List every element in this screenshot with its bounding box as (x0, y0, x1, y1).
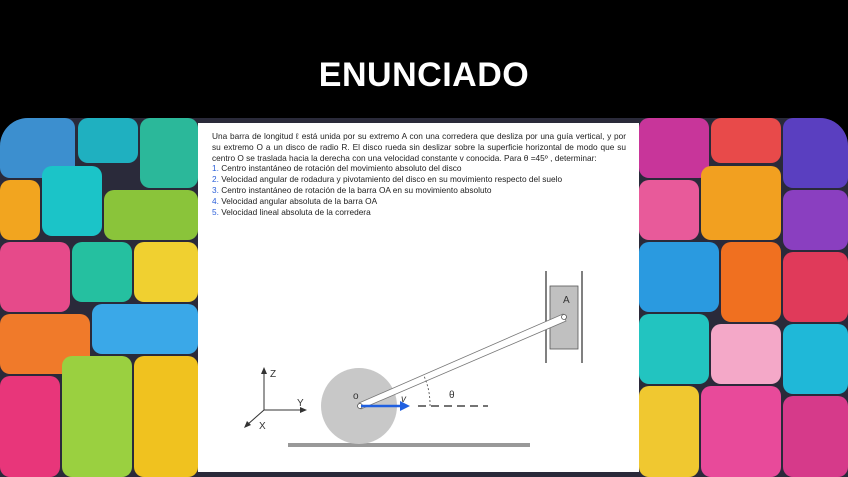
question-text: Velocidad angular de rodadura y pivotamiento del disco en su movimiento respecto del suelo (221, 174, 563, 185)
label-axis-y: Y (297, 398, 304, 409)
question-number: 3. (212, 184, 219, 195)
label-o: o (353, 391, 359, 402)
slide-title: ENUNCIADO (318, 56, 530, 94)
question-number: 2. (212, 174, 219, 185)
question-number: 1. (212, 163, 219, 174)
label-v: v (401, 394, 406, 405)
question-text: Centro instantáneo de rotación de la barra OA en su movimiento absoluto (221, 184, 492, 195)
pin-a (562, 315, 567, 320)
question-text: Velocidad lineal absoluta de la corredera (221, 206, 371, 217)
question-text: Velocidad angular absoluta de la barra OA (221, 195, 378, 206)
axis-z-arrowhead (261, 367, 267, 374)
label-axis-z: Z (270, 369, 277, 380)
problem-slide (198, 123, 639, 472)
question-number: 4. (212, 195, 219, 206)
mechanism-diagram (198, 123, 639, 472)
label-a: A (563, 295, 570, 306)
label-theta: θ (449, 390, 455, 401)
label-axis-x: X (259, 421, 266, 432)
bar-oa (359, 314, 566, 409)
problem-intro: Una barra de longitud ℓ está unida por su extremo A con una corredera que desliza por una guía vertical, y por su extremo O a un disco de radio R. El disco rueda sin deslizar sobre la superficie horizontal de modo que su centro O se traslada hacia la derecha con una velocidad constante v conocida. Para θ =45º , determinar: (212, 131, 626, 163)
question-text: Centro instantáneo de rotación del movimiento absoluto del disco (221, 163, 462, 174)
question-number: 5. (212, 206, 219, 217)
